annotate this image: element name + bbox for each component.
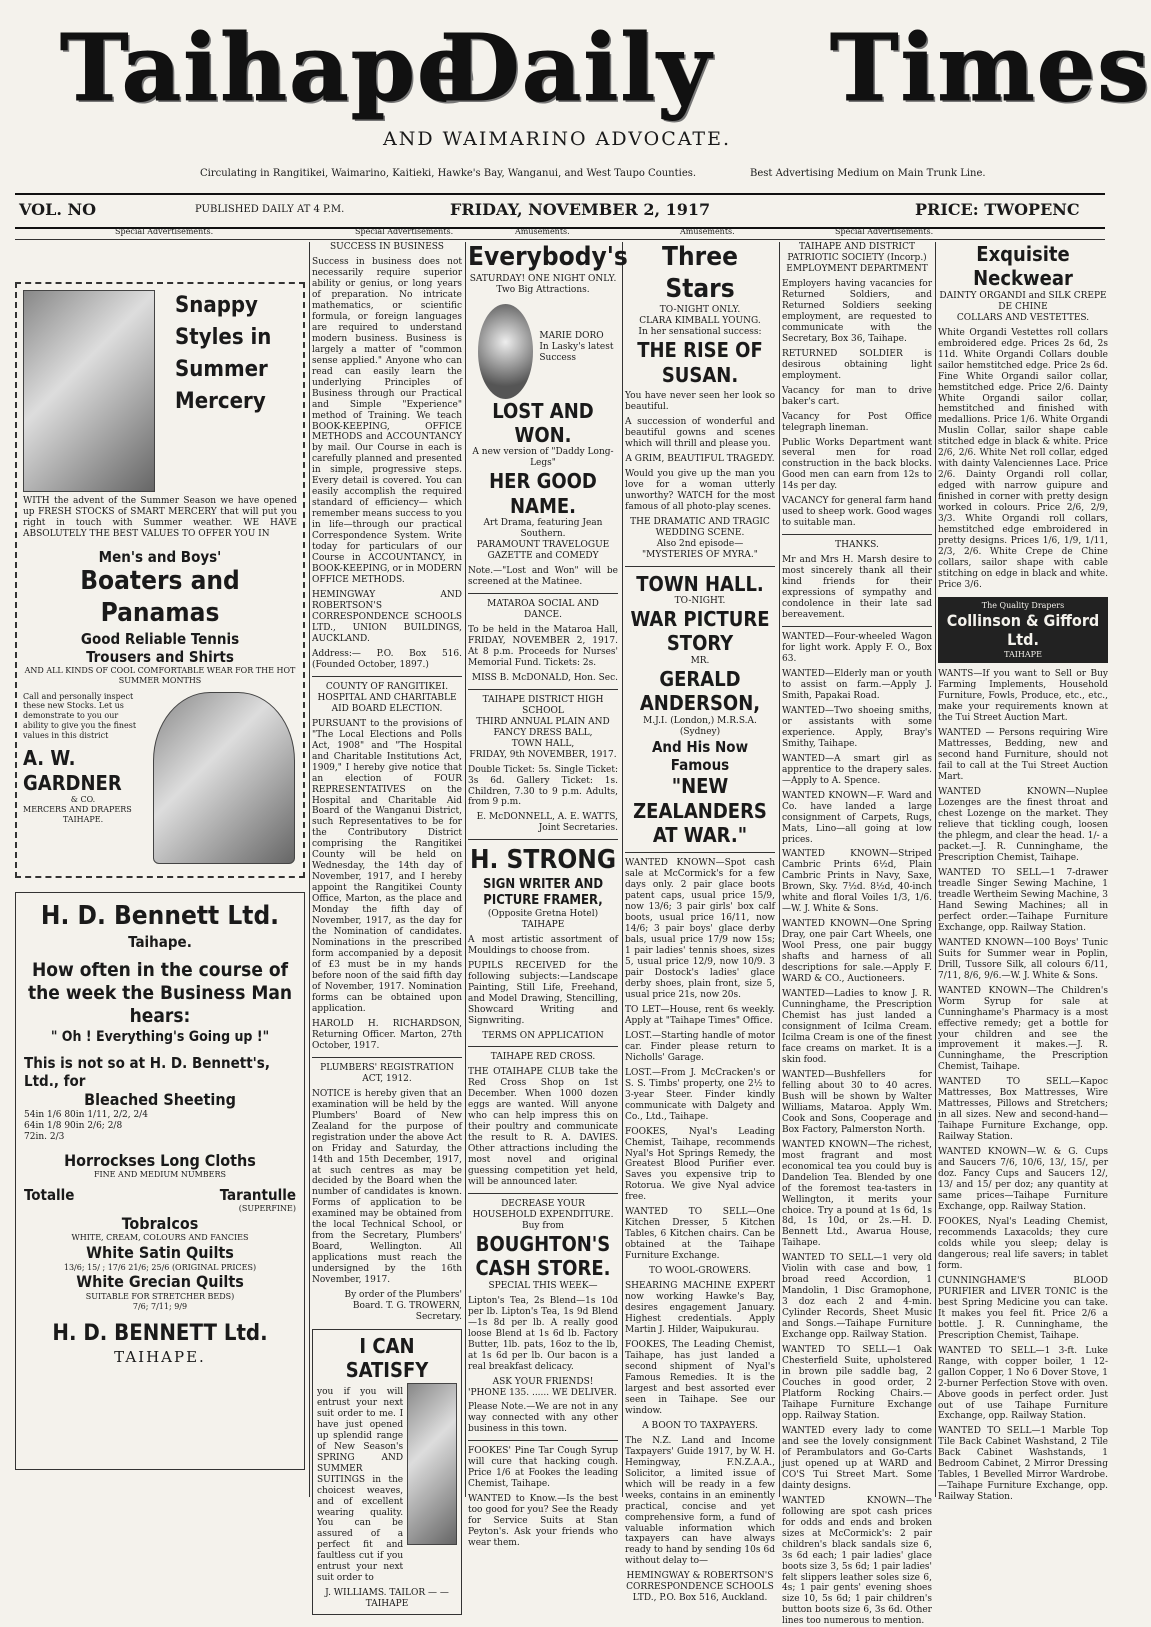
fookes-syrup-ad: FOOKES' Pine Tar Cough Syrup will cure that hacking cough. Price 1/6 at Fookes the leading Chemist, Taihape.	[468, 1446, 618, 1490]
superfine-label: (SUPERFINE)	[238, 1204, 296, 1214]
fookes-shipment-ad: FOOKES, The Leading Chemist, Taihape, has just landed a second shipment of Nyal's Famous Remedies. It is the largest and best assorted ever seen in Taihape. See our window.	[625, 1340, 775, 1416]
tea-ad: WANTED KNOWN—The richest, most fragrant and most economical tea you could buy is Dandelion Tea. Blended by one of the foremost tea-tasters in Wellington, it merits your choice. Try a pound at 1s 6d, 1s 8d, 1s 10d, or 2s.—H. D. Bennett Ltd., Awarua House, Taihape.	[782, 1139, 932, 1249]
snappy-line: Mercery	[175, 388, 266, 414]
drapers-tag: The Quality Drapers	[981, 600, 1065, 610]
tonight-line: TO-NIGHT ONLY.	[659, 305, 741, 316]
gentleman-illustration	[407, 1383, 457, 1545]
red-cross-heading: TAIHAPE RED CROSS.	[490, 1052, 596, 1063]
man-in-suit-illustration	[23, 290, 155, 492]
laxacolds-ad: FOOKES, Nyal's Leading Chemist, recommends Laxacolds; they cure colds while you sleep; delay is dangerous; real life savers; in tablet form.	[938, 1217, 1108, 1271]
kapoc-ad: WANTED TO SELL—Kapoc Mattresses, Box Mattresses, Wire Mattresses, Pillows and Stretchers; in all sizes. New and second-hand—Taihape Furniture Exchange, opp. Railway Station.	[938, 1077, 1108, 1143]
publication-note: PUBLISHED DAILY AT 4 P.M.	[195, 204, 345, 215]
rise-of-susan: THE RISE OF SUSAN.	[637, 338, 763, 387]
boughton-text: Lipton's Tea, 2s Blend—1s 10d per lb. Lipton's Tea, 1s 9d Blend—1s 8d per lb. A really good loose Blend at 1s 6d lb. Factory Butter, 1lb. pats, 16oz to the lb, at 1s 6d per lb. Our bacon is a real breakfast delicacy.	[468, 1295, 618, 1372]
volume-number: VOL. NO	[19, 200, 97, 219]
bennett-town: Taihape.	[128, 932, 192, 951]
red-cross-text: THE OTAIHAPE CLUB take the Red Cross Shop on 1st December. When 1000 dozen eggs are wanted. Will anyone who can help impress this on their poultry and communicate the result to R. A. DAVIES. Other attractions including the most novel and original guessing competition yet held, will be announced later.	[468, 1067, 618, 1188]
lasky-line: In Lasky's latest Success	[539, 341, 614, 363]
issue-price: PRICE: TWOPENC	[915, 200, 1080, 219]
lost-and-won: LOST AND WON.	[492, 398, 594, 448]
bleached-heading: Bleached Sheeting	[84, 1090, 236, 1110]
column-2	[312, 242, 462, 1610]
dainty-line: DAINTY ORGANDI and SILK CREPE DE CHINE	[939, 290, 1107, 312]
boaters-heading: Boaters and Panamas	[80, 566, 240, 628]
collinson-logo	[938, 597, 1108, 664]
spring-dray-ad: WANTED KNOWN—One Spring Dray, one pair Cart Wheels, one Wool Press, one pair buggy shafts and harness of all descriptions for sale.—Apply F. WARD & CO., Auctioneers.	[782, 919, 932, 985]
worm-syrup-ad: WANTED KNOWN—The Children's Worm Syrup for sale at Cunninghame's Pharmacy is a most effective remedy; get a bottle for your children and see the improvement it makes.—J. R. Cunninghame, the Prescription Chemist, Taihape.	[938, 985, 1108, 1073]
phone-line: 'PHONE 135. ...... WE DELIVER.	[468, 1387, 617, 1398]
apprentice-ad: WANTED—A smart girl as apprentice to the drapery sales.—Apply to A. Spence.	[782, 753, 932, 786]
public-works-text: Public Works Department want several men for road construction in the back blocks. Good men can earn from 12s to 14s per day.	[782, 437, 932, 492]
spot-cash-ad: WANTED KNOWN—Spot cash sale at McCormick's for a few days only. 2 pair glace boots patent caps, usual price 15/9, now 13/6; 3 pair girls' box calf boots, usual price 16/11, now 14/6; 3 pair boys' glace derby bals, usual price 17/9 now 15s; 1 pair ladies' tennis shoes, sizes 5, usual price 12/9, now 10/9. 3 pair Dostock's ladies' glace derby shoes, plain front, size 5, usual price 21s, now 20s.	[625, 858, 775, 1000]
column-5	[782, 242, 932, 1627]
sewing-machine-ad: WANTED TO SELL—1 7-drawer treadle Singer Sewing Machine, 1 treadle Wertheim Sewing Machine, 3 Hand Sewing Machines; all in perfect order.—Taihape Furniture Exchange, opp. Railway Station.	[938, 867, 1108, 933]
totalle-label: Totalle	[24, 1185, 75, 1204]
circulation-line: Circulating in Rangitikei, Waimarino, Kaitieki, Hawke's Bay, Wanganui, and West Taupo Counties.	[200, 168, 697, 179]
masthead-title-times: Times	[830, 14, 1151, 122]
mataroa-text: To be held in the Mataroa Hall, FRIDAY, NOVEMBER 2, 1917. At 8 p.m. Proceeds for Nurses' Memorial Fund. Tickets: 2s.	[468, 624, 618, 668]
column-rule	[465, 242, 466, 1497]
column-rule	[935, 242, 936, 1497]
richardson-signature: HAROLD H. RICHARDSON, Returning Officer. Marton, 27th October, 1917.	[312, 1018, 462, 1051]
bleached-prices: 54in 1/6 80in 1/11, 2/2, 2/4	[24, 1109, 148, 1120]
wants-ad: WANTS—If you want to Sell or Buy Farming Implements, Household Furniture, Fowls, Produce, etc., etc., make your requirements known at the Tui Street Auction Mart.	[938, 669, 1108, 724]
patriotic-heading: TAIHAPE AND DISTRICT PATRIOTIC SOCIETY (Incorp.)	[787, 242, 927, 263]
column-rule	[309, 242, 310, 1497]
employment-heading: EMPLOYMENT DEPARTMENT	[786, 263, 928, 274]
tobralcos-colours: WHITE, CREAM, COLOURS AND FANCIES	[71, 1233, 249, 1243]
marie-doro-name: MARIE DORO	[539, 330, 604, 341]
gardner-co: & CO.	[70, 795, 96, 805]
section-labels	[15, 227, 1105, 240]
mattresses-ad: WANTED — Persons requiring Wire Mattresses, Bedding, new and second hand Furniture, should not fail to call at the Tui Street Auction Mart.	[938, 728, 1108, 783]
gardner-advertisement	[15, 282, 305, 878]
range-ad: WANTED TO SELL—1 3-ft. Luke Range, with copper boiler, 1 12-gallon Copper, 1 No 6 Dover Stove, 1 2-burner Perfection Stove with oven. Above goods in perfect order. Just out of use Taihape Furniture Exchange, opp. Railway Station.	[938, 1345, 1108, 1422]
column-rule	[779, 242, 780, 1497]
thanks-heading: THANKS.	[835, 540, 879, 551]
not-so-heading: This is not so at H. D. Bennett's, Ltd., for	[24, 1053, 270, 1090]
boon-address: HEMINGWAY & ROBERTSON'S CORRESPONDENCE SCHOOLS LTD., P.O. Box 516, Auckland.	[626, 1571, 774, 1604]
snappy-line: Styles in	[175, 324, 272, 350]
gardner-intro: WITH the advent of the Summer Season we have opened up FRESH STOCKS of SMART MERCERY that will put you right in touch with Summer weather. WE HAVE ABSOLUTELY THE BEST VALUES TO OFFER YOU IN	[23, 496, 297, 539]
paramount-line: PARAMOUNT TRAVELOGUE GAZETTE and COMEDY	[476, 540, 610, 562]
collinson-town: TAIHAPE	[1004, 649, 1042, 659]
column-4	[625, 242, 775, 1604]
plumbers-text: NOTICE is hereby given that an examination will be held by the Plumbers' Board of New Zealand for the purpose of registration under the above Act on Friday and Saturday, the 14th and 15th December, 1917, at such centres as may be decided by the Board when the number of candidates is known. Forms of application to be examined may be obtained from the local Technical School, or from the Secretary, Plumbers' Board, Wellington. All applications must reach the undersigned by the 16th November, 1917.	[312, 1088, 462, 1286]
marie-doro-portrait	[478, 304, 533, 399]
farm-hand-vacancy: VACANCY for general farm hand used to sheep work. Good wages to suitable man.	[782, 496, 932, 529]
wagon-ad: WANTED—Four-wheeled Wagon for light work. Apply F. O., Box 63.	[782, 632, 932, 664]
success-text: Success in business does not necessarily require superior ability or genius, or long years of preparation. No intricate mathematics, or scientific formula, or foreign languages are required to understand modern business. Business is largely a matter of "common sense applied." Anyone who can read can easily learn the underlying Principles of Business through our Practical and Simple "Experience" method of Training. We teach BOOK-KEEPING, OFFICE METHODS and ACCOUNTANCY by mail. Our Course in each is carefully planned and presented in simple, progressive steps. Every detail is covered. You can easily accomplish the required standard of efficiency— which remember means success to you in life—through our practical Correspondence System. Write today for particulars of our Course in ACCOUNTANCY, in BOOK-KEEPING, or in MODERN OFFICE METHODS.	[312, 256, 462, 586]
ball-tickets: Double Ticket: 5s. Single Ticket: 3s 6d. Gallery Ticket: 1s. Children, 7.30 to 9 p.m. Adults, from 9 p.m.	[468, 764, 618, 808]
cups-saucers-ad: WANTED KNOWN—W. & G. Cups and Saucers 7/6, 10/6, 13/, 15/, per doz. Fancy Cups and Saucers 12/, 13/ and 15/ per doz; any quantity at same prices—Taihape Furniture Exchange, opp. Railway Station.	[938, 1147, 1108, 1213]
bleached-prices: 64in 1/8 90in 2/6; 2/8	[24, 1120, 123, 1131]
please-note: Please Note.—We are not in any way connected with any other business in this town.	[468, 1402, 618, 1435]
boon-text: The N.Z. Land and Income Taxpayers' Guide 1917, by W. H. Hemingway, F.N.Z.A.A., Solicitor, a limited issue of which will be ready in a few weeks, contains in an eminently practical, concise and yet comprehensive form, a fund of valuable information which taxpayers can have always ready to hand by sending 10s 6d without delay to—	[625, 1435, 775, 1567]
famous-line: And His Now Famous	[651, 737, 749, 774]
mataroa-heading: MATAROA SOCIAL AND DANCE.	[487, 598, 599, 620]
section-label: Amusements.	[515, 227, 570, 236]
ask-friends-line: ASK YOUR FRIENDS!	[492, 1376, 594, 1387]
gardner-name: A. W. GARDNER	[23, 746, 122, 795]
section-label: Special Advertisements.	[115, 227, 214, 236]
art-drama-line: Art Drama, featuring Jean Southern.	[483, 518, 603, 540]
fookes-nyal-ad: FOOKES, Nyal's Leading Chemist, Taihape, recommends Nyal's Hot Springs Remedy, the Greatest Blood Purifier ever. Saves you expensive trip to Rotorua. We give Nyal advice free.	[625, 1126, 775, 1203]
hemingway-address: HEMINGWAY AND ROBERTSON'S CORRESPONDENCE SCHOOLS LTD., UNION BUILDINGS, AUCKLAND.	[312, 590, 462, 644]
how-often-heading: How often in the course of the week the Business Man hears:	[27, 959, 293, 1028]
zealanders-heading: "NEW ZEALANDERS AT WAR."	[633, 774, 767, 847]
hospital-text: PURSUANT to the provisions of "The Local Elections and Polls Act, 1908" and "The Hospital and Charitable Institutions Act, 1909," I hereby give notice that an election of FOUR REPRESENTATIVES on the Hospital and Charitable Aid Board of the Wanganui District, such Representatives to be for the Contributory District comprising the Rangitikei County will be held on Wednesday, the 14th day of November, 1917, and I hereby appoint the Rangitikei County Office, Marton, as the place and Monday the fifth day of November, 1917, as the day for the Nomination of candidates. Nominations in the prescribed form accompanied by a deposit of £3 must be in my hands before noon of the said fifth day of November, 1917. Nomination forms can be obtained upon application.	[312, 718, 462, 1014]
po-box: Address:— P.O. Box 516. (Founded October, 1897.)	[312, 648, 462, 670]
satin-quilts-heading: White Satin Quilts	[86, 1243, 234, 1263]
lost-subtitle: A new version of "Daddy Long-Legs"	[472, 447, 614, 469]
blood-purifier-ad: CUNNINGHAME'S BLOOD PURIFIER and LIVER TONIC is the best Spring Medicine you can take. It makes you feel fit. Price 2/6 a bottle. J. R. Cunninghame, the Prescription Chemist, Taihape.	[938, 1275, 1108, 1341]
call-text: Call and personally inspect these new Stocks. Let us demonstrate to you our ability to give you the finest values in this district	[23, 691, 137, 740]
terms-line: TERMS ON APPLICATION	[482, 1030, 604, 1041]
satin-quilts-prices: 13/6; 15/ ; 17/6 21/6; 25/6 (ORIGINAL PRICES)	[63, 1262, 257, 1272]
post-office-vacancy: Vacancy for Post Office telegraph lineman.	[782, 411, 932, 433]
shoeing-smiths-ad: WANTED—Two shoeing smiths, or assistants with some experience. Apply, Bray's Smithy, Taihape.	[782, 705, 932, 749]
everything-going-up: " Oh ! Everything's Going up !"	[50, 1028, 270, 1045]
dateline	[15, 193, 1105, 229]
neckwear-heading: Exquisite Neckwear	[973, 242, 1073, 291]
ball-date: FRIDAY, 9th NOVEMBER, 1917.	[469, 749, 617, 760]
organdi-text: White Organdi Vestettes roll collars embroidered edge. Prices 2s 6d, 2s 11d. White Organdi Collars double sailor hemstitched edge. Price 2s 6d. Fine White Organdi sailor collar, hemstitched edge. Price 2/6. Dainty White Organdi sailor collar, hemstitched and finished with medallions. Price 1/6. White Organdi Muslin Collar, sailor shape cable stitched edge in black & white. Price 2/6, 2/6. White Net roll collar, edged with dainty Valenciennes Lace. Price 2/6. Dainty Organdi roll collar, edged with narrow guipure and finished in corner with pretty design worked in colours. Price 2/6, 2/9, 3/3. White Organdi roll collars, hemstitched edge embroidered in pretty designs. Prices 1/6, 1/9, 1/11, 2/3, 2/6. White Crepe de Chine collars, sailor shape with cable stitching on edge in black and white. Price 3/6.	[938, 327, 1108, 590]
mens-heading: Men's and Boys'	[98, 547, 222, 566]
boon-heading: A BOON TO TAXPAYERS.	[642, 1420, 758, 1431]
shearing-ad: SHEARING MACHINE EXPERT now working Hawke's Bay, desires engagement January. Highest credentials. Apply Martin J. Hilder, Waipukurau.	[625, 1281, 775, 1336]
striped-prints-ad: WANTED KNOWN—Striped Cambric Prints 6½d, Plain Cambric Prints in Navy, Saxe, Brown, Sky. 7½d. 8½d, 40-inch white and floral Voiles 1/3, 1/6.—W. J. White & Sons.	[782, 849, 932, 915]
lost-steer-ad: LOST.—From J. McCracken's or S. S. Timbs' property, one 2½ to 3-year Steer. Finder kindly communicate with Dalgety and Co., Ltd., Taihape.	[625, 1067, 775, 1122]
lost-handle-ad: LOST.—Starting handle of motor car. Finder please return to Nicholls' Garage.	[625, 1030, 775, 1063]
three-stars-heading: Three Stars	[662, 242, 738, 304]
cool-wear-text: AND ALL KINDS OF COOL COMFORTABLE WEAR FOR THE HOT SUMMER MONTHS	[24, 666, 296, 685]
succession-text: A succession of wonderful and beautiful gowns and scenes which will thrill and please you.	[625, 417, 775, 449]
town-hall-line: TOWN HALL,	[511, 738, 575, 749]
fine-medium: FINE AND MEDIUM NUMBERS	[93, 1170, 227, 1180]
sensational-line: In her sensational success:	[638, 327, 762, 338]
kitchen-ad: WANTED TO SELL—One Kitchen Dresser, 5 Kitchen Tables, 6 Kitchen chairs. Can be obtained at the Taihape Furniture Exchange.	[625, 1207, 775, 1262]
bennett-title: H. D. Bennett Ltd.	[40, 901, 280, 931]
violin-ad: WANTED TO SELL—1 very old Violin with case and bow, 1 broad reed Accordion, 1 Mandolin, 1 Disc Gramophone, 3 doz each 2 and 4-min. Cylinder Records, Sheet Music and Songs.—Taihape Furniture Exchange opp. Railway Station.	[782, 1253, 932, 1341]
saturday-line: SATURDAY! ONE NIGHT ONLY.	[469, 273, 617, 284]
gardner-town: TAIHAPE.	[62, 814, 104, 824]
war-story-heading: WAR PICTURE STORY	[630, 607, 770, 656]
issue-date: FRIDAY, NOVEMBER 2, 1917	[450, 200, 711, 219]
marble-top-ad: WANTED TO SELL—1 Marble Top Tile Back Cabinet Washstand, 2 Tile Back Cabinet Washstands, 1 Bedroom Cabinet, 2 Mirror Dressing Tables, 1 Bevelled Mirror Wardrobe. —Taihape Furniture Exchange, opp. Railway Station.	[938, 1426, 1108, 1503]
would-you-text: Would you give up the man you love for a woman utterly unworthy? WATCH for the most famous of all photo-play scenes.	[625, 468, 775, 512]
man-in-panama-hat-illustration	[153, 692, 295, 864]
ball-secretaries: E. McDONNELL, A. E. WATTS, Joint Secretaries.	[476, 812, 618, 834]
town-hall-heading: TOWN HALL.	[636, 571, 764, 596]
anderson-heading: GERALD ANDERSON,	[639, 666, 761, 716]
snappy-line: Summer	[175, 356, 268, 382]
everybodys-heading: Everybody's	[468, 242, 628, 272]
collinson-name: Collinson & Gifford Ltd.	[946, 610, 1100, 650]
bennett-signature-town: TAIHAPE.	[114, 1348, 206, 1367]
perambulators-ad: WANTED every lady to come and see the lovely consignment of Perambulators and Go-Carts just opened up at WARD and CO'S Tui Street Mart. Some dainty designs.	[782, 1425, 932, 1491]
mcdonald-signature: MISS B. McDONALD, Hon. Sec.	[471, 672, 618, 683]
section-label: Amusements.	[680, 227, 735, 236]
strong-heading: H. STRONG	[469, 845, 617, 876]
williams-signature: J. WILLIAMS. TAILOR — — TAIHAPE	[325, 1588, 449, 1610]
thanks-text: Mr and Mrs H. Marsh desire to most sincerely thank all their kind friends for their expressions of sympathy and condolence in their late sad bereavement.	[782, 555, 932, 621]
horrockses-heading: Horrockses Long Cloths	[64, 1150, 256, 1170]
baker-vacancy: Vacancy for man to drive baker's cart.	[782, 385, 932, 407]
good-name-heading: HER GOOD NAME.	[489, 469, 597, 518]
tobralcos-heading: Tobralcos	[121, 1213, 199, 1233]
school-heading: TAIHAPE DISTRICT HIGH SCHOOL	[482, 694, 604, 716]
carpets-ad: WANTED KNOWN—F. Ward and Co. have landed a large consignment of Carpets, Rugs, Mats, Lino—all going at low prices.	[782, 790, 932, 845]
wool-heading: TO WOOL-GROWERS.	[649, 1266, 751, 1277]
icilma-ad: WANTED—Ladies to know J. R. Cunninghame, the Prescription Chemist has just landed a consignment of Icilma Cream. Icilma Cream is one of the finest face creams on market. It is a skin food.	[782, 989, 932, 1065]
grecian-prices: 7/6; 7/11; 9/9	[132, 1301, 188, 1311]
buy-from-line: Buy from	[522, 1221, 564, 1232]
section-label: Special Advertisements.	[355, 227, 454, 236]
masthead-subtitle: AND WAIMARINO ADVOCATE.	[382, 128, 732, 150]
collars-line: COLLARS AND VESTETTES.	[956, 312, 1090, 323]
ball-heading: THIRD ANNUAL PLAIN AND FANCY DRESS BALL,	[476, 716, 610, 738]
column-6	[938, 242, 1108, 1503]
to-let-ad: TO LET—House, rent 6s weekly. Apply at "Taihape Times" Office.	[625, 1004, 775, 1026]
bennett-signature: H. D. BENNETT Ltd.	[52, 1321, 268, 1347]
wanted-know-ad: WANTED to Know.—Is the best too good for you? See the Ready for Service Suits at Stan Peyton's. Ask your friends who wear them.	[468, 1494, 618, 1549]
decrease-heading: DECREASE YOUR HOUSEHOLD EXPENDITURE.	[472, 1199, 614, 1221]
county-heading: COUNTY OF RANGITIKEI.	[325, 681, 449, 692]
success-heading: SUCCESS IN BUSINESS	[330, 242, 444, 252]
oak-suite-ad: WANTED TO SELL—1 Oak Chesterfield Suite, upholstered in brown pile saddle bag, 2 Couches in good order, 2 Platform Rocking Chairs.—Taihape Furniture Exchange opp. Railway Station.	[782, 1345, 932, 1421]
pupils-text: PUPILS RECEIVED for the following subjects:—Landscape Painting, Still Life, Freehand, and Model Drawing, Stencilling, Showcard Writing and Signwriting.	[468, 960, 618, 1026]
boughton-heading: BOUGHTON'S CASH STORE.	[475, 1232, 611, 1281]
matinee-note: Note.—"Lost and Won" will be screened at the Matinee.	[468, 566, 618, 587]
strong-town: TAIHAPE	[521, 919, 565, 930]
two-big-line: Two Big Attractions.	[496, 284, 590, 295]
satisfy-text: you if you will entrust your next suit order to me. I have just opened up splendid range of New Season's SPRING AND SUMMER SUITINGS in the choicest weaves, and of excellent wearing quality. You can be assured of a perfect fit and faultless cut if you entrust your next suit order to	[317, 1386, 404, 1584]
elderly-man-ad: WANTED—Elderly man or youth to assist on farm.—Apply J. Smith, Papakai Road.	[782, 668, 932, 701]
best-medium-line: Best Advertising Medium on Main Trunk Line.	[750, 168, 986, 179]
plumbers-heading: PLUMBERS' REGISTRATION ACT, 1912.	[320, 1062, 454, 1084]
nuplee-ad: WANTED KNOWN—Nuplee Lozenges are the finest throat and chest Lozenge on the market. They relieve that tickling cough, loosen the phlegm, and clear the head. 1/- a packet.—J. R. Cunninghame, the Prescription Chemist, Taihape.	[938, 787, 1108, 863]
snappy-line: Snappy	[175, 293, 258, 318]
masthead-title-taihape: Taihape	[60, 14, 478, 122]
opposite-line: (Opposite Gretna Hotel)	[487, 908, 599, 919]
mr-line: MR.	[690, 655, 710, 666]
spot-prices-ad: WANTED KNOWN—The following are spot cash prices for odds and ends and broken sizes at McCormick's: 2 pair children's black sandals size 6, 3s 6d each; 1 pair ladies' glace boots size 3, 5s 6d; 1 pair ladies' felt slippers leather soles size 6, 4s; 1 pair gents' evening shoes size 10, 5s 6d; 1 pair children's button boots size 6, 3s 6d. Other lines too numerous to mention.	[782, 1495, 932, 1627]
trowern-signature: By order of the Plumbers' Board. T. G. TROWERN, Secretary.	[344, 1290, 462, 1323]
sign-writer-heading: SIGN WRITER AND PICTURE FRAMER,	[482, 877, 604, 908]
tennis-heading: Good Reliable Tennis	[80, 629, 240, 648]
grecian-suitable: SUITABLE FOR STRETCHER BEDS)	[85, 1291, 235, 1301]
bennett-advertisement	[15, 892, 305, 1470]
column-rule	[622, 242, 623, 1497]
special-line: SPECIAL THIS WEEK—	[488, 1280, 598, 1291]
mouldings-text: A most artistic assortment of Mouldings to choose from.	[468, 934, 618, 956]
masthead-title-daily: Daily	[440, 14, 713, 122]
section-label: Special Advertisements.	[835, 227, 934, 236]
grecian-quilts-heading: White Grecian Quilts	[76, 1272, 244, 1292]
tonight2-line: TO-NIGHT.	[674, 596, 726, 607]
bushfellers-ad: WANTED—Bushfellers for felling about 30 to 40 acres. Bush will be shown by Walter Williams, Mataroa. Apply Wm. Cook and Sons, Cooperage and Box Factory, Palmerston North.	[782, 1069, 932, 1135]
mercers-text: MERCERS AND DRAPERS	[23, 804, 132, 814]
tragedy-line: A GRIM, BEAUTIFUL TRAGEDY.	[625, 453, 775, 464]
trousers-heading: Trousers and Shirts	[86, 647, 234, 666]
tarantulle-label: Tarantulle	[219, 1185, 296, 1204]
never-seen-text: You have never seen her look so beautiful.	[625, 391, 775, 413]
episode-line: Also 2nd episode— "MYSTERIES OF MYRA."	[642, 538, 758, 560]
wedding-scene-line: THE DRAMATIC AND TRAGIC WEDDING SCENE.	[630, 516, 770, 538]
column-3	[468, 242, 628, 1549]
mji-line: M.J.I. (London,) M.R.S.A. (Sydney)	[643, 715, 757, 737]
returned-soldier-text: RETURNED SOLDIER is desirous obtaining light employment.	[782, 348, 932, 381]
clara-line: CLARA KIMBALL YOUNG.	[639, 316, 761, 327]
hospital-heading: HOSPITAL AND CHARITABLE AID BOARD ELECTION.	[317, 692, 457, 714]
tunic-suits-ad: WANTED KNOWN—100 Boys' Tunic Suits for Summer wear in Poplin, Drill, Tussore Silk, all colours 6/11, 7/11, 8/6, 9/6.—W. J. White & Sons.	[938, 937, 1108, 981]
masthead	[0, 0, 1151, 200]
employers-text: Employers having vacancies for Returned Soldiers, and Returned Soldiers seeking employment, are requested to communicate with the Secretary, Box 36, Taihape.	[782, 278, 932, 344]
column-1	[15, 242, 305, 1497]
bleached-prices: 72in. 2/3	[24, 1131, 65, 1142]
satisfy-heading: I CAN SATISFY	[345, 1334, 429, 1383]
